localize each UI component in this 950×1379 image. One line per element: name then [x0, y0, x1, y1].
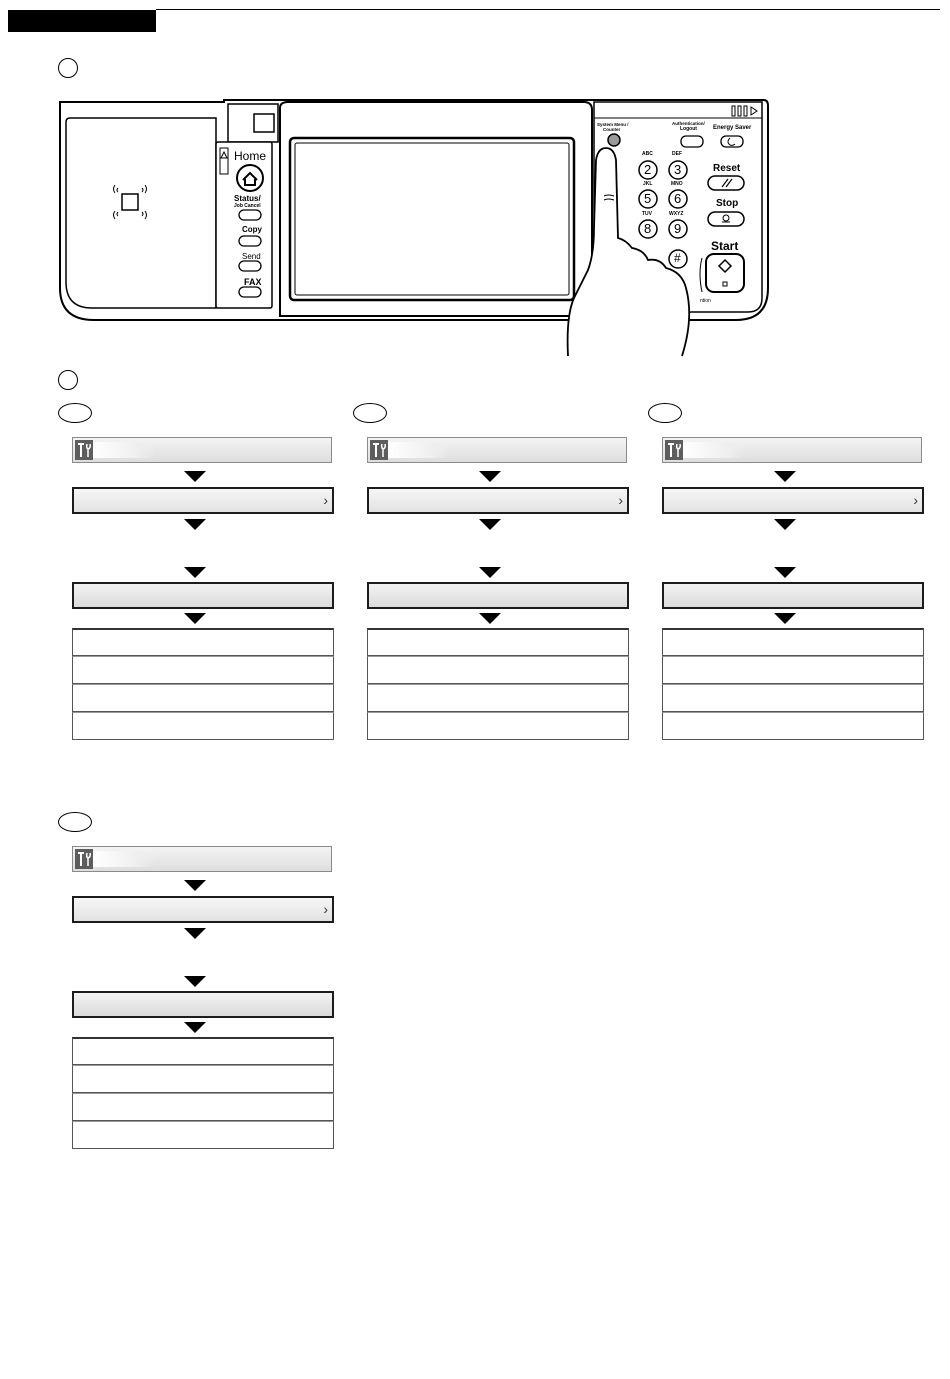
key-2-letters: ABC — [642, 151, 653, 157]
system-menu-header — [72, 846, 332, 872]
home-label: Home — [234, 149, 267, 163]
stop-label: Stop — [716, 198, 739, 209]
flow-arrow — [479, 613, 501, 624]
option-row[interactable] — [662, 656, 924, 684]
key-9-digit[interactable]: 9 — [674, 221, 682, 236]
attention-label: ntion — [700, 298, 711, 304]
option-row[interactable] — [662, 628, 924, 656]
header-bar — [8, 10, 156, 32]
fax-button — [239, 287, 261, 297]
card-reader-area — [66, 118, 216, 308]
key-6-digit[interactable]: 6 — [674, 191, 682, 206]
wrench-screwdriver-icon — [75, 849, 93, 869]
key-3-letters: DEF — [672, 151, 682, 157]
key-9-letters: WXYZ — [669, 211, 684, 217]
flow-arrow — [184, 519, 206, 530]
counter-label: Counter — [603, 127, 621, 132]
flow-a-marker — [58, 403, 92, 423]
option-row[interactable] — [367, 712, 629, 740]
flow-arrow — [774, 567, 796, 578]
key-3-digit[interactable]: 3 — [674, 162, 682, 177]
key-8-digit[interactable]: 8 — [644, 221, 652, 236]
flow-arrow — [184, 928, 206, 939]
option-row[interactable] — [72, 1037, 334, 1065]
job-cancel-label: Job Cancel — [234, 203, 261, 209]
flow-arrow — [479, 519, 501, 530]
key-hash-digit[interactable]: # — [674, 251, 681, 265]
start-label: Start — [711, 239, 739, 253]
menu-item[interactable] — [72, 896, 334, 923]
system-menu-header — [367, 437, 627, 463]
setting-item[interactable] — [662, 582, 924, 609]
step-1-marker — [58, 58, 78, 78]
system-menu-button — [608, 134, 620, 146]
option-row[interactable] — [367, 656, 629, 684]
flow-arrow — [184, 880, 206, 891]
option-row[interactable] — [662, 712, 924, 740]
operation-panel-illustration — [54, 98, 774, 360]
energy-saver-label: Energy Saver — [713, 125, 752, 131]
status-job-cancel-button — [239, 210, 261, 220]
flow-d-marker — [58, 812, 92, 832]
menu-item[interactable] — [367, 487, 629, 514]
flow-b — [367, 403, 629, 743]
reset-label: Reset — [713, 163, 741, 174]
flow-arrow — [479, 471, 501, 482]
send-label: Send — [242, 252, 261, 261]
flow-arrow — [184, 567, 206, 578]
setting-item[interactable] — [72, 582, 334, 609]
reset-button — [708, 176, 744, 190]
flow-arrow — [184, 613, 206, 624]
system-menu-label: System Menu / — [597, 122, 629, 127]
option-row[interactable] — [72, 628, 334, 656]
send-button — [239, 261, 261, 271]
chevron-right-icon: › — [913, 492, 918, 508]
chevron-right-icon: › — [323, 492, 328, 508]
wrench-screwdriver-icon — [75, 440, 93, 460]
logout-button — [681, 136, 703, 147]
menu-item[interactable] — [72, 487, 334, 514]
key-5-digit[interactable]: 5 — [644, 191, 652, 206]
chevron-right-icon: › — [618, 492, 623, 508]
header-rule — [156, 9, 940, 10]
setting-item[interactable] — [367, 582, 629, 609]
flow-c-marker — [648, 403, 682, 423]
flow-b-marker — [353, 403, 387, 423]
chevron-right-icon: › — [323, 901, 328, 917]
key-6-letters: MNO — [671, 181, 683, 187]
flow-arrow — [774, 471, 796, 482]
fax-label: FAX — [244, 277, 262, 287]
option-row[interactable] — [72, 656, 334, 684]
flow-arrow — [184, 1022, 206, 1033]
wrench-screwdriver-icon — [665, 440, 683, 460]
option-row[interactable] — [662, 684, 924, 712]
option-row[interactable] — [72, 684, 334, 712]
flow-a — [72, 403, 334, 743]
home-button — [237, 165, 263, 191]
option-row[interactable] — [72, 1093, 334, 1121]
option-row[interactable] — [72, 1121, 334, 1149]
key-5-letters: JKL — [643, 181, 653, 187]
flow-arrow — [479, 567, 501, 578]
flow-arrow — [774, 613, 796, 624]
stop-button — [708, 212, 744, 226]
flow-c — [662, 403, 924, 743]
key-8-letters: TUV — [642, 211, 652, 217]
auth-label: Authentication/ — [672, 121, 705, 126]
logout-label: Logout — [680, 126, 697, 132]
option-row[interactable] — [72, 1065, 334, 1093]
option-row[interactable] — [72, 712, 334, 740]
flow-arrow — [774, 519, 796, 530]
flow-arrow — [184, 471, 206, 482]
menu-item[interactable] — [662, 487, 924, 514]
setting-item[interactable] — [72, 991, 334, 1018]
step-2-marker — [58, 370, 78, 390]
copy-button — [239, 236, 261, 246]
touch-panel-screen — [290, 138, 574, 300]
option-row[interactable] — [367, 684, 629, 712]
copy-label: Copy — [242, 225, 262, 234]
system-menu-header — [72, 437, 332, 463]
flow-d — [72, 812, 334, 1152]
option-row[interactable] — [367, 628, 629, 656]
status-label: Status/ — [234, 194, 261, 203]
key-2-digit[interactable]: 2 — [644, 162, 652, 177]
flow-arrow — [184, 976, 206, 987]
system-menu-header — [662, 437, 922, 463]
wrench-screwdriver-icon — [370, 440, 388, 460]
